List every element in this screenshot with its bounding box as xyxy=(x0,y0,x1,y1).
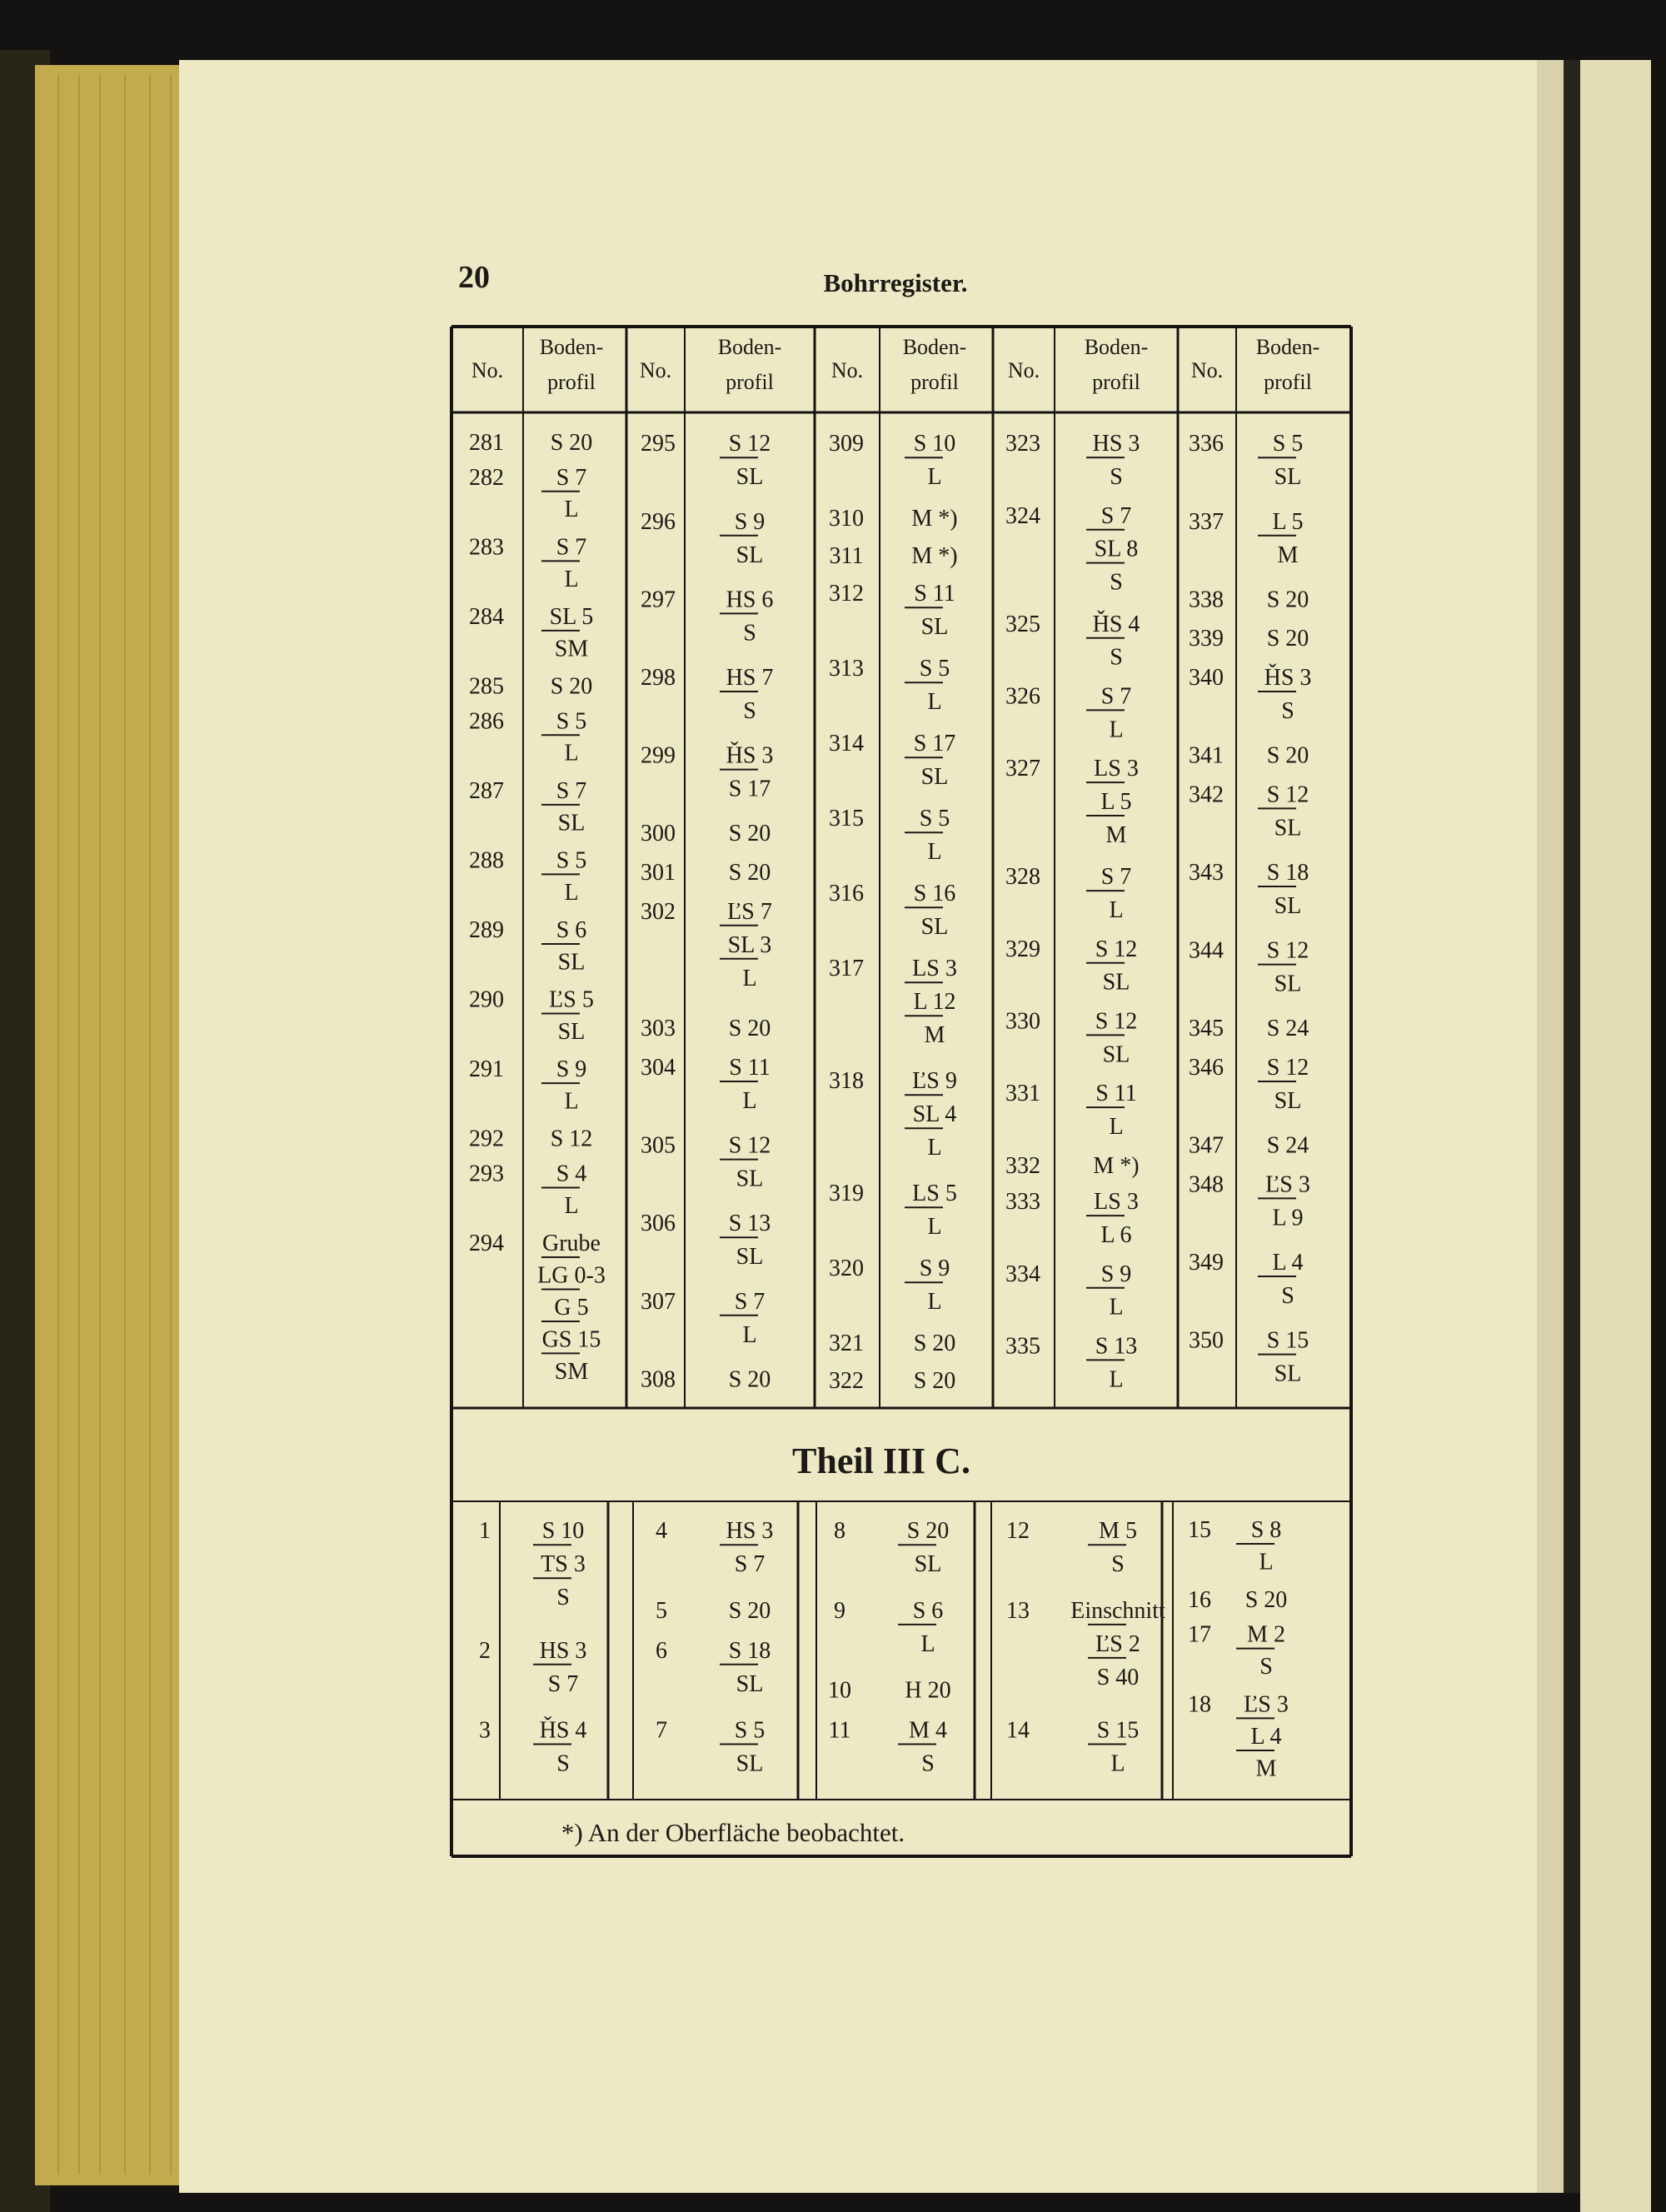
soil-profile-line: S 15 xyxy=(1266,1327,1309,1354)
boring-number: 282 xyxy=(469,464,504,491)
boring-number: 331 xyxy=(1005,1081,1040,1107)
soil-profile-line: L 12 xyxy=(913,989,956,1016)
soil-profile-line: SL xyxy=(736,464,764,491)
soil-profile-line: M *) xyxy=(911,506,958,532)
soil-profile-line: ĽS 5 xyxy=(549,986,594,1013)
soil-profile-line: S 20 xyxy=(913,1331,956,1357)
soil-profile-line: L 5 xyxy=(1100,788,1132,815)
soil-profile-line: S 5 xyxy=(1272,431,1304,457)
soil-profile-line: S 7 xyxy=(1100,864,1132,891)
boring-number: 10 xyxy=(828,1677,851,1704)
boring-number: 346 xyxy=(1189,1055,1224,1081)
boring-number: 12 xyxy=(1006,1518,1030,1545)
soil-profile-line: HS 3 xyxy=(726,1518,774,1545)
soil-profile-line: M xyxy=(1255,1755,1277,1782)
soil-profile-line: ȞS 4 xyxy=(1092,611,1140,637)
soil-profile-line: L 9 xyxy=(1272,1205,1304,1231)
boring-number: 336 xyxy=(1189,431,1224,457)
soil-profile-line: L xyxy=(564,497,579,523)
boring-number: 11 xyxy=(828,1717,851,1744)
soil-profile-line: S 7 xyxy=(734,1551,766,1578)
boring-number: 283 xyxy=(469,534,504,561)
soil-profile-line: L xyxy=(742,1321,757,1348)
soil-profile-line: S 9 xyxy=(734,508,766,535)
boring-number: 338 xyxy=(1189,587,1224,613)
soil-profile-line: ĽS 2 xyxy=(1095,1630,1140,1657)
boring-number: 281 xyxy=(469,429,504,456)
boring-number: 9 xyxy=(834,1597,845,1624)
soil-profile-line: L xyxy=(1109,1294,1124,1321)
soil-profile-line: H 20 xyxy=(905,1677,951,1704)
header-boden: Boden- xyxy=(717,335,782,359)
soil-profile-line: S xyxy=(1281,698,1294,724)
soil-profile-line: L xyxy=(564,740,579,766)
soil-profile-line: Einschnitt xyxy=(1070,1597,1165,1624)
soil-profile-line: S 20 xyxy=(913,1368,956,1395)
soil-profile-line: S xyxy=(921,1750,935,1777)
soil-profile-line: SL xyxy=(1274,1361,1302,1387)
soil-profile-line: SL xyxy=(1274,464,1302,491)
boring-number: 345 xyxy=(1189,1016,1224,1042)
soil-profile-line: S 20 xyxy=(1245,1586,1288,1613)
boring-number: 290 xyxy=(469,986,504,1013)
soil-profile-line: S xyxy=(1259,1654,1273,1680)
soil-profile-line: M xyxy=(1277,542,1299,568)
soil-profile-line: S 6 xyxy=(556,916,587,943)
boring-number: 13 xyxy=(1006,1597,1030,1624)
soil-profile-line: ȞS 3 xyxy=(726,742,774,769)
soil-profile-line: S 12 xyxy=(1266,1055,1309,1081)
boring-number: 330 xyxy=(1005,1008,1040,1035)
boring-number: 8 xyxy=(834,1518,845,1545)
soil-profile-line: S xyxy=(556,1750,570,1777)
soil-profile-line: S xyxy=(1110,463,1123,490)
header-no: No. xyxy=(639,358,672,382)
boring-number: 291 xyxy=(469,1056,504,1083)
soil-profile-line: SL xyxy=(736,1166,764,1192)
soil-profile-line: L xyxy=(920,1630,935,1657)
soil-profile-line: SL xyxy=(1102,1041,1130,1068)
boring-number: 307 xyxy=(641,1288,676,1315)
page-number: 20 xyxy=(458,260,490,295)
soil-profile-line: S 10 xyxy=(541,1518,585,1545)
boring-number: 305 xyxy=(641,1132,676,1159)
boring-number: 340 xyxy=(1189,665,1224,691)
boring-number: 309 xyxy=(829,431,864,457)
soil-profile-line: S 11 xyxy=(1095,1081,1137,1107)
soil-profile-line: SL xyxy=(736,542,764,568)
soil-profile-line: S 12 xyxy=(550,1126,593,1152)
boring-number: 14 xyxy=(1006,1717,1030,1744)
soil-profile-line: S 5 xyxy=(734,1717,766,1744)
boring-number: 328 xyxy=(1005,864,1040,891)
soil-profile-line: S 11 xyxy=(729,1055,771,1081)
soil-profile-line: S 20 xyxy=(550,673,593,700)
soil-profile-line: S 12 xyxy=(1266,781,1309,808)
soil-profile-line: S 20 xyxy=(1266,742,1309,769)
header-profil: profil xyxy=(726,370,774,394)
soil-profile-line: L xyxy=(927,464,942,491)
boring-number: 2 xyxy=(479,1637,491,1664)
soil-profile-line: S 20 xyxy=(728,1016,771,1042)
boring-number: 324 xyxy=(1005,502,1040,529)
soil-profile-line: S 7 xyxy=(547,1670,579,1697)
soil-profile-line: S 7 xyxy=(556,534,587,561)
soil-profile-line: Grube xyxy=(542,1231,601,1257)
boring-number: 322 xyxy=(829,1368,864,1395)
soil-profile-line: HS 6 xyxy=(726,587,774,613)
boring-number: 6 xyxy=(656,1637,667,1664)
soil-profile-line: S 16 xyxy=(913,881,956,907)
boring-number: 317 xyxy=(829,956,864,982)
boring-number: 284 xyxy=(469,603,504,630)
soil-profile-line: S 12 xyxy=(1095,1008,1138,1035)
soil-profile-line: L xyxy=(564,566,579,592)
soil-profile-line: S 9 xyxy=(919,1256,950,1282)
boring-number: 327 xyxy=(1005,756,1040,782)
boring-number: 18 xyxy=(1188,1691,1211,1718)
soil-profile-line: SL xyxy=(920,614,949,641)
soil-profile-line: L xyxy=(1109,896,1124,923)
boring-number: 15 xyxy=(1188,1517,1211,1544)
soil-profile-line: S 15 xyxy=(1096,1717,1140,1744)
boring-number: 4 xyxy=(656,1518,667,1545)
soil-profile-line: L xyxy=(742,1088,757,1114)
soil-profile-line: M xyxy=(1105,821,1127,848)
soil-profile-line: HS 7 xyxy=(726,665,774,691)
soil-profile-line: SM xyxy=(554,1358,589,1385)
soil-profile-line: L 4 xyxy=(1250,1723,1282,1750)
soil-profile-line: S 7 xyxy=(556,777,587,804)
soil-profile-line: TS 3 xyxy=(541,1551,586,1578)
soil-profile-line: ȞS 3 xyxy=(1264,665,1312,691)
soil-profile-line: S 5 xyxy=(556,708,587,735)
soil-profile-line: L xyxy=(1109,1113,1124,1140)
boring-number: 315 xyxy=(829,806,864,832)
soil-profile-line: SL xyxy=(557,810,586,836)
section-title: Theil III C. xyxy=(792,1441,970,1481)
boring-number: 308 xyxy=(641,1366,676,1393)
soil-profile-line: L 6 xyxy=(1100,1221,1132,1248)
soil-profile-line: SL xyxy=(920,914,949,941)
boring-number: 343 xyxy=(1189,860,1224,886)
boring-number: 342 xyxy=(1189,781,1224,808)
soil-profile-line: L xyxy=(1259,1549,1274,1575)
soil-profile-line: LG 0-3 xyxy=(537,1262,606,1289)
soil-profile-line: S 5 xyxy=(919,806,950,832)
soil-profile-line: LS 3 xyxy=(1094,756,1139,782)
header-boden: Boden- xyxy=(902,335,967,359)
soil-profile-line: S 17 xyxy=(728,776,771,802)
boring-number: 334 xyxy=(1005,1261,1040,1287)
soil-profile-line: SL 8 xyxy=(1094,536,1139,562)
soil-profile-line: SL xyxy=(736,1244,764,1271)
soil-profile-line: L xyxy=(927,1214,942,1241)
header-no: No. xyxy=(831,358,864,382)
boring-number: 344 xyxy=(1189,937,1224,964)
soil-profile-line: S 24 xyxy=(1266,1132,1309,1159)
soil-profile-line: S 5 xyxy=(919,656,950,682)
soil-profile-line: SL xyxy=(914,1551,942,1578)
boring-number: 329 xyxy=(1005,936,1040,962)
soil-profile-line: G 5 xyxy=(554,1294,589,1321)
soil-profile-line: ĽS 7 xyxy=(727,898,772,925)
soil-profile-line: SL xyxy=(736,1750,764,1777)
soil-profile-line: SL xyxy=(557,1018,586,1045)
soil-profile-line: M 2 xyxy=(1247,1621,1285,1648)
soil-profile-line: S 11 xyxy=(914,581,955,607)
soil-profile-line: SL xyxy=(736,1670,764,1697)
boring-number: 289 xyxy=(469,916,504,943)
boring-number: 314 xyxy=(829,731,864,757)
soil-profile-line: S 18 xyxy=(728,1637,771,1664)
soil-profile-line: L xyxy=(1109,717,1124,743)
boring-number: 319 xyxy=(829,1181,864,1207)
soil-profile-line: SL xyxy=(920,764,949,791)
boring-number: 16 xyxy=(1188,1586,1211,1613)
soil-profile-line: SL xyxy=(1274,971,1302,997)
soil-profile-line: S 12 xyxy=(728,431,771,457)
soil-profile-line: S 12 xyxy=(1266,937,1309,964)
header-boden: Boden- xyxy=(1255,335,1320,359)
soil-profile-line: S 7 xyxy=(1100,502,1132,529)
soil-profile-line: L xyxy=(564,1088,579,1115)
boring-number: 347 xyxy=(1189,1132,1224,1159)
soil-profile-line: SL xyxy=(557,949,586,976)
soil-profile-line: S 9 xyxy=(556,1056,587,1083)
soil-profile-line: S 24 xyxy=(1266,1016,1309,1042)
soil-profile-line: S 10 xyxy=(913,431,956,457)
boring-number: 350 xyxy=(1189,1327,1224,1354)
boring-number: 298 xyxy=(641,665,676,691)
soil-profile-line: ĽS 9 xyxy=(912,1068,957,1095)
boring-number: 301 xyxy=(641,860,676,886)
soil-profile-line: S xyxy=(1111,1551,1125,1578)
soil-profile-line: SL xyxy=(1274,1088,1302,1114)
soil-profile-line: SL xyxy=(1102,969,1130,996)
boring-number: 296 xyxy=(641,508,676,535)
boring-number: 294 xyxy=(469,1231,504,1257)
header-profil: profil xyxy=(1264,370,1312,394)
boring-number: 318 xyxy=(829,1068,864,1095)
boring-number: 297 xyxy=(641,587,676,613)
boring-number: 286 xyxy=(469,708,504,735)
boring-number: 326 xyxy=(1005,683,1040,710)
soil-profile-line: L 4 xyxy=(1272,1250,1304,1276)
boring-number: 312 xyxy=(829,581,864,607)
soil-profile-line: S xyxy=(743,620,756,647)
boring-number: 5 xyxy=(656,1597,667,1624)
soil-profile-line: S 13 xyxy=(1095,1333,1138,1360)
soil-profile-line: S 4 xyxy=(556,1161,587,1187)
soil-profile-line: S 5 xyxy=(556,847,587,874)
boring-number: 310 xyxy=(829,506,864,532)
soil-profile-line: M 4 xyxy=(909,1717,947,1744)
boring-number: 333 xyxy=(1005,1189,1040,1216)
boring-number: 306 xyxy=(641,1211,676,1237)
header-no: No. xyxy=(1190,358,1224,382)
boring-number: 320 xyxy=(829,1256,864,1282)
header-boden: Boden- xyxy=(1084,335,1149,359)
soil-profile-line: S 20 xyxy=(728,1366,771,1393)
soil-profile-line: L xyxy=(564,1192,579,1219)
soil-profile-line: SL 4 xyxy=(912,1101,957,1128)
soil-profile-line: L xyxy=(1110,1750,1125,1777)
boring-number: 348 xyxy=(1189,1171,1224,1198)
soil-profile-line: HS 3 xyxy=(1092,431,1140,457)
soil-profile-line: M xyxy=(924,1022,945,1049)
boring-number: 313 xyxy=(829,656,864,682)
soil-profile-line: L 5 xyxy=(1272,508,1304,535)
soil-profile-line: SL xyxy=(1274,893,1302,919)
boring-number: 341 xyxy=(1189,742,1224,769)
soil-profile-line: HS 3 xyxy=(539,1637,587,1664)
header-profil: profil xyxy=(910,370,959,394)
boring-number: 287 xyxy=(469,777,504,804)
boring-number: 332 xyxy=(1005,1152,1040,1179)
boring-number: 295 xyxy=(641,431,676,457)
soil-profile-line: ĽS 3 xyxy=(1265,1171,1310,1198)
soil-profile-line: SM xyxy=(554,636,589,662)
soil-profile-line: S xyxy=(743,698,756,724)
soil-profile-line: ĽS 3 xyxy=(1244,1691,1289,1718)
soil-profile-line: S 20 xyxy=(728,821,771,847)
footnote: *) An der Oberfläche beobachtet. xyxy=(561,1818,905,1847)
page-sheet xyxy=(179,60,1562,2193)
soil-profile-line: S 7 xyxy=(1100,683,1132,710)
boring-number: 321 xyxy=(829,1331,864,1357)
soil-profile-line: L xyxy=(927,1289,942,1316)
soil-profile-line: S 18 xyxy=(1266,860,1309,886)
soil-profile-line: L xyxy=(1109,1366,1124,1393)
soil-profile-line: S 13 xyxy=(728,1211,771,1237)
soil-profile-line: ȞS 4 xyxy=(539,1717,587,1744)
boring-number: 300 xyxy=(641,821,676,847)
boring-number: 299 xyxy=(641,742,676,769)
soil-profile-line: LS 5 xyxy=(912,1181,957,1207)
boring-number: 1 xyxy=(479,1518,491,1545)
boring-number: 316 xyxy=(829,881,864,907)
soil-profile-line: L xyxy=(927,1135,942,1161)
soil-profile-line: M *) xyxy=(911,543,958,570)
soil-profile-line: S 20 xyxy=(906,1518,950,1545)
boring-number: 17 xyxy=(1188,1621,1211,1648)
boring-number: 304 xyxy=(641,1055,676,1081)
header-no: No. xyxy=(1007,358,1040,382)
soil-profile-line: S 20 xyxy=(1266,626,1309,652)
soil-profile-line: LS 3 xyxy=(1094,1189,1139,1216)
soil-profile-line: S 7 xyxy=(556,464,587,491)
soil-profile-line: S xyxy=(1110,569,1123,596)
header-profil: profil xyxy=(1092,370,1140,394)
soil-profile-line: L xyxy=(564,879,579,906)
soil-profile-line: S 8 xyxy=(1250,1517,1282,1544)
boring-number: 7 xyxy=(656,1717,667,1744)
boring-number: 311 xyxy=(829,543,864,570)
soil-profile-line: S xyxy=(1281,1283,1294,1309)
soil-profile-line: S 12 xyxy=(728,1132,771,1159)
soil-profile-line: SL xyxy=(1274,815,1302,841)
boring-number: 302 xyxy=(641,898,676,925)
boring-number: 293 xyxy=(469,1161,504,1187)
boring-number: 339 xyxy=(1189,626,1224,652)
soil-profile-line: L xyxy=(742,965,757,991)
soil-profile-line: M *) xyxy=(1093,1152,1140,1179)
soil-profile-line: S 12 xyxy=(1095,936,1138,962)
boring-number: 288 xyxy=(469,847,504,874)
boring-number: 325 xyxy=(1005,611,1040,637)
soil-profile-line: L xyxy=(927,689,942,716)
boring-number: 292 xyxy=(469,1126,504,1152)
soil-profile-line: S 20 xyxy=(728,860,771,886)
running-title: Bohrregister. xyxy=(823,268,968,297)
soil-profile-line: S 17 xyxy=(913,731,956,757)
boring-number: 335 xyxy=(1005,1333,1040,1360)
boring-number: 303 xyxy=(641,1016,676,1042)
soil-profile-line: S 20 xyxy=(550,429,593,456)
boring-number: 337 xyxy=(1189,508,1224,535)
soil-profile-line: M 5 xyxy=(1099,1518,1137,1545)
soil-profile-line: S 6 xyxy=(912,1597,944,1624)
soil-profile-line: S xyxy=(1110,644,1123,671)
header-profil: profil xyxy=(547,370,596,394)
header-no: No. xyxy=(471,358,504,382)
boring-number: 349 xyxy=(1189,1250,1224,1276)
soil-profile-line: S 40 xyxy=(1096,1664,1140,1690)
soil-profile-line: SL 3 xyxy=(727,931,772,958)
boring-number: 3 xyxy=(479,1717,491,1744)
soil-profile-line: L xyxy=(927,839,942,866)
soil-profile-line: LS 3 xyxy=(912,956,957,982)
soil-profile-line: S xyxy=(556,1585,570,1611)
soil-profile-line: S 7 xyxy=(734,1288,766,1315)
soil-profile-line: S 9 xyxy=(1100,1261,1132,1287)
soil-profile-line: S 20 xyxy=(728,1597,771,1624)
boring-number: 285 xyxy=(469,673,504,700)
boring-number: 323 xyxy=(1005,431,1040,457)
soil-profile-line: GS 15 xyxy=(541,1326,601,1353)
soil-profile-line: S 20 xyxy=(1266,587,1309,613)
header-boden: Boden- xyxy=(539,335,604,359)
soil-profile-line: SL 5 xyxy=(549,603,594,630)
